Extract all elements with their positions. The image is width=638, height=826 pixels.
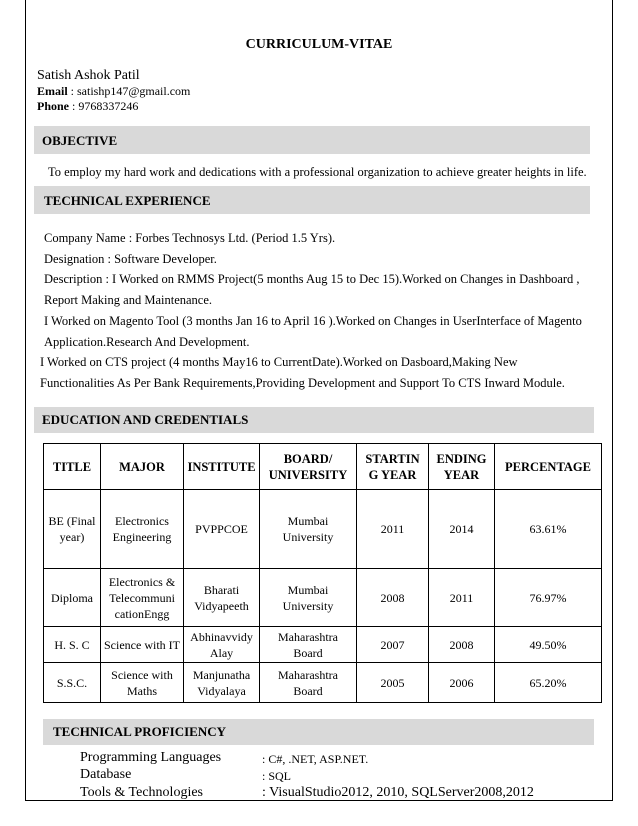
objective-text: To employ my hard work and dedications with a professional organization to achieve greater heights in life.: [48, 165, 587, 179]
table-row: [44, 569, 602, 627]
table-cell: 2011: [357, 490, 429, 569]
education-section-header: [34, 407, 594, 433]
table-cell: 65.20%: [495, 663, 602, 703]
table-cell: Maharashtra Board: [260, 663, 357, 703]
skill-value: : VisualStudio2012, 2010, SQLServer2008,2012: [262, 785, 534, 800]
table-cell: Bharati Vidyapeeth: [184, 569, 260, 627]
phone-line: [37, 99, 138, 114]
table-cell: Electronics & Telecommuni cationEngg: [101, 569, 184, 627]
proficiency-heading: TECHNICAL PROFICIENCY: [53, 724, 226, 739]
skill-label: Tools & Technologies: [80, 785, 203, 800]
column-header: MAJOR: [101, 444, 184, 490]
experience-line: Application.Research And Development.: [44, 335, 250, 349]
candidate-name: Satish Ashok Patil: [37, 68, 140, 83]
table-row: [44, 490, 602, 569]
education-table: [43, 443, 602, 703]
skill-label: Database: [80, 767, 132, 782]
email-value: : satishp147@gmail.com: [67, 84, 191, 98]
experience-section-header: [34, 186, 590, 214]
objective-heading: OBJECTIVE: [42, 133, 118, 148]
table-cell: 2005: [357, 663, 429, 703]
experience-line: I Worked on Magento Tool (3 months Jan 16 to April 16 ).Worked on Changes in UserInterface of Magento: [44, 314, 582, 328]
table-cell: 63.61%: [495, 490, 602, 569]
table-cell: Mumbai University: [260, 569, 357, 627]
skill-value: : SQL: [262, 769, 292, 783]
table-cell: 2008: [429, 627, 495, 663]
experience-line: Designation : Software Developer.: [44, 252, 217, 266]
table-cell: Abhinavvidy Alay: [184, 627, 260, 663]
table-cell: 2008: [357, 569, 429, 627]
experience-line: I Worked on CTS project (4 months May16 to CurrentDate).Worked on Dasboard,Making New: [40, 355, 518, 369]
table-cell: 76.97%: [495, 569, 602, 627]
column-header: TITLE: [44, 444, 101, 490]
table-cell: Electronics Engineering: [101, 490, 184, 569]
document-title: CURRICULUM-VITAE: [245, 37, 393, 52]
column-header: INSTITUTE: [184, 444, 260, 490]
education-heading: EDUCATION AND CREDENTIALS: [42, 412, 249, 427]
skill-value: : C#, .NET, ASP.NET.: [262, 752, 369, 766]
table-cell: S.S.C.: [44, 663, 101, 703]
skill-label: Programming Languages: [80, 750, 222, 765]
table-cell: 2014: [429, 490, 495, 569]
column-header: PERCENTAGE: [495, 444, 602, 490]
experience-heading: TECHNICAL EXPERIENCE: [44, 193, 211, 208]
phone-value: : 9768337246: [69, 99, 139, 113]
experience-line: Company Name : Forbes Technosys Ltd. (Period 1.5 Yrs).: [44, 231, 336, 245]
table-cell: PVPPCOE: [184, 490, 260, 569]
table-cell: 49.50%: [495, 627, 602, 663]
column-header: BOARD/ UNIVERSITY: [260, 444, 357, 490]
column-header: STARTIN G YEAR: [357, 444, 429, 490]
table-cell: 2006: [429, 663, 495, 703]
table-cell: Mumbai University: [260, 490, 357, 569]
email-line: [37, 84, 190, 99]
phone-label: Phone: [37, 99, 70, 113]
table-cell: 2011: [429, 569, 495, 627]
table-header-row: [44, 444, 602, 490]
email-label: Email: [37, 84, 68, 98]
column-header: ENDING YEAR: [429, 444, 495, 490]
table-cell: H. S. C: [44, 627, 101, 663]
table-cell: Manjunatha Vidyalaya: [184, 663, 260, 703]
table-cell: Science with Maths: [101, 663, 184, 703]
proficiency-section-header: [43, 719, 594, 745]
table-cell: Maharashtra Board: [260, 627, 357, 663]
table-cell: Science with IT: [101, 627, 184, 663]
objective-section-header: [34, 126, 590, 154]
table-cell: Diploma: [44, 569, 101, 627]
experience-line: Functionalities As Per Bank Requirements,Providing Development and Support To CTS Inward Module.: [40, 376, 565, 390]
table-cell: BE (Final year): [44, 490, 101, 569]
experience-line: Description : I Worked on RMMS Project(5 months Aug 15 to Dec 15).Worked on Changes in Dashboard ,: [44, 272, 580, 286]
table-row: [44, 627, 602, 663]
experience-line: Report Making and Maintenance.: [44, 293, 213, 307]
table-cell: 2007: [357, 627, 429, 663]
table-row: [44, 663, 602, 703]
